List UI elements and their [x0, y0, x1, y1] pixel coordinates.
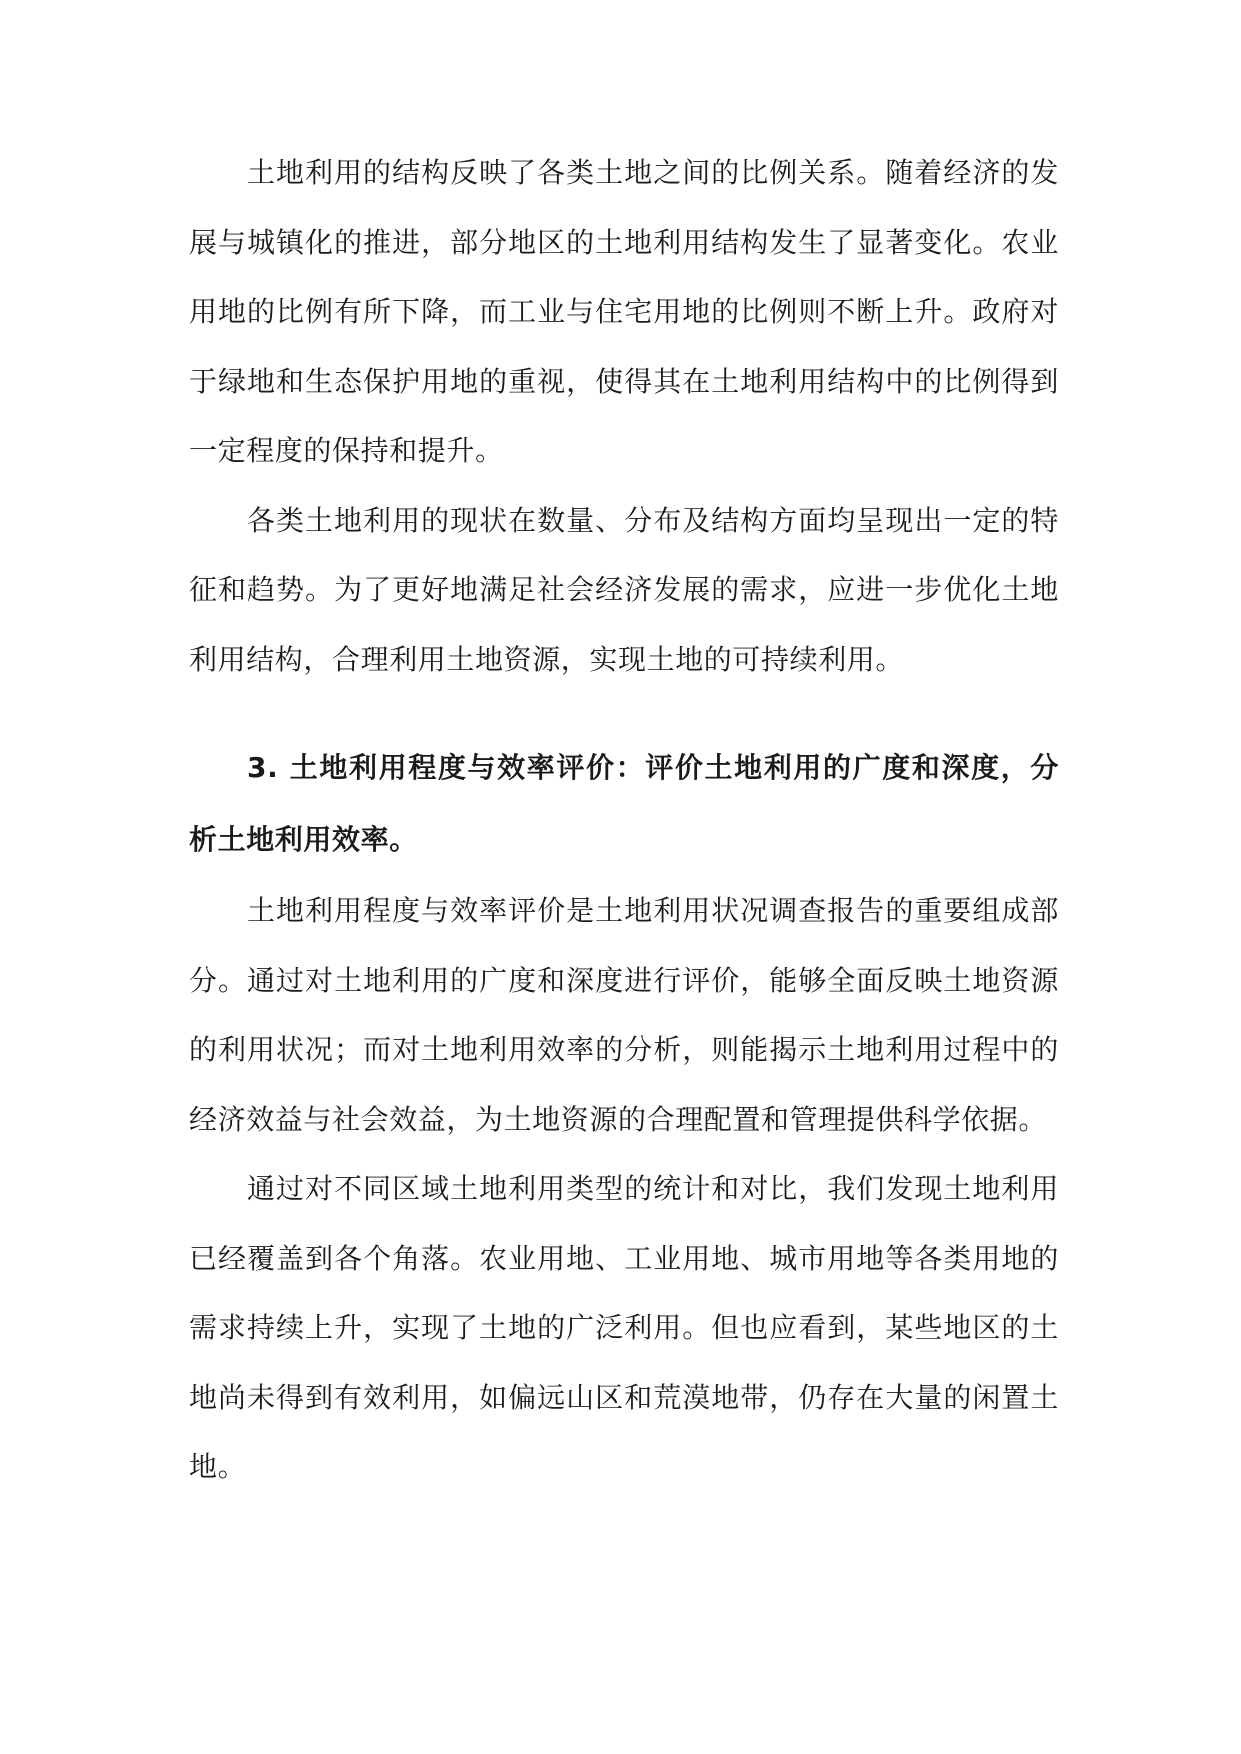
section-heading: 3. 土地利用程度与效率评价：评价土地利用的广度和深度，分析土地利用效率。: [189, 751, 1059, 856]
paragraph-land-use-status: 各类土地利用的现状在数量、分布及结构方面均呈现出一定的特征和趋势。为了更好地满足社会经济发展的需求，应进一步优化土地利用结构，合理利用土地资源，实现土地的可持续利用。: [189, 503, 1059, 676]
paragraph-evaluation-intro: 土地利用程度与效率评价是土地利用状况调查报告的重要组成部分。通过对土地利用的广度和深度进行评价，能够全面反映土地资源的利用状况；而对土地利用效率的分析，则能揭示土地利用过程中的经济效益与社会效益，为土地资源的合理配置和管理提供科学依据。: [189, 894, 1059, 1136]
paragraph-regional-comparison: 通过对不同区域土地利用类型的统计和对比，我们发现土地利用已经覆盖到各个角落。农业用地、工业用地、城市用地等各类用地的需求持续上升，实现了土地的广泛利用。但也应看到，某些地区的土地尚未得到有效利用，如偏远山区和荒漠地带，仍存在大量的闲置土地。: [189, 1172, 1059, 1483]
paragraph-land-use-structure: 土地利用的结构反映了各类土地之间的比例关系。随着经济的发展与城镇化的推进，部分地区的土地利用结构发生了显著变化。农业用地的比例有所下降，而工业与住宅用地的比例则不断上升。政府对于绿地和生态保护用地的重视，使得其在土地利用结构中的比例得到一定程度的保持和提升。: [189, 156, 1059, 467]
document-body: [189, 138, 1059, 1502]
